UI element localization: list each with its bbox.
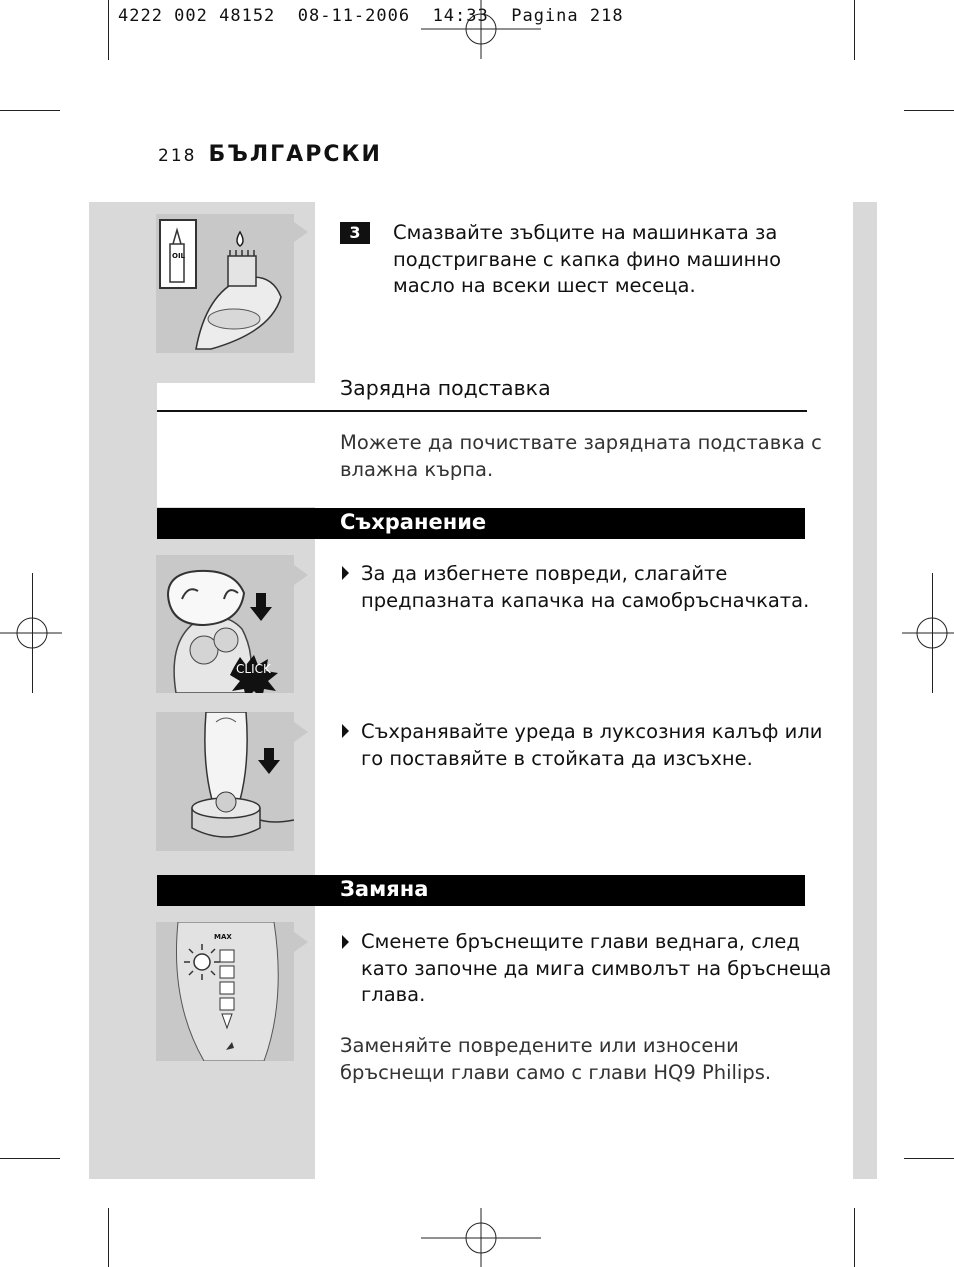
section-heading-charging-stand: Зарядна подставка	[340, 376, 551, 400]
pointer-notch	[294, 565, 322, 585]
section-heading-storage: Съхранение	[340, 510, 487, 534]
illustration-shaver-in-stand	[156, 712, 294, 851]
bullet-marker	[342, 935, 349, 949]
page-language-title: БЪЛГАРСКИ	[208, 142, 382, 167]
storage-bullet2-text: Съхранявайте уреда в луксозния калъф или го поставяйте в стойката да изсъхне.	[361, 720, 823, 770]
bullet-marker	[342, 724, 349, 738]
section-divider	[157, 410, 807, 412]
pointer-notch	[294, 222, 322, 242]
illustration-oil-trimmer	[156, 214, 294, 353]
charging-stand-text: Можете да почиствате зарядната подставка с влажна кърпа.	[340, 431, 822, 481]
white-gap	[157, 383, 315, 507]
right-grey-strip	[853, 202, 877, 1179]
section-bar-storage	[157, 508, 805, 539]
print-slug-line: 4222 002 48152 08-11-2006 14:33 Pagina 218	[118, 6, 624, 26]
pointer-notch	[294, 932, 322, 952]
replacement-text: Заменяйте повредените или износени бръснещи глави само с глави HQ9 Philips.	[340, 1034, 772, 1084]
step3-text: Смазвайте зъбците на машинката за подстригване с капка фино машинно масло на всеки шест месеца.	[393, 221, 782, 297]
oil-label: OIL	[172, 252, 186, 260]
storage-bullet1-text: За да избегнете повреди, слагайте предпазната капачка на самобръсначката.	[361, 562, 810, 612]
page-number: 218	[158, 146, 197, 166]
max-label: MAX	[214, 933, 232, 941]
step-number-badge: 3	[340, 222, 370, 244]
section-heading-replacement: Замяна	[340, 877, 429, 901]
illustration-display-shaving-head-symbol	[156, 922, 294, 1061]
replacement-bullet1-text: Сменете бръснещите глави веднага, след като започне да мига символът на бръснеща глава.	[361, 930, 832, 1006]
section-bar-replacement	[157, 875, 805, 906]
page-header	[158, 142, 382, 167]
bullet-marker	[342, 566, 349, 580]
click-label: CLICK	[236, 662, 271, 676]
pointer-notch	[294, 722, 322, 742]
illustration-protection-cap	[156, 555, 294, 693]
